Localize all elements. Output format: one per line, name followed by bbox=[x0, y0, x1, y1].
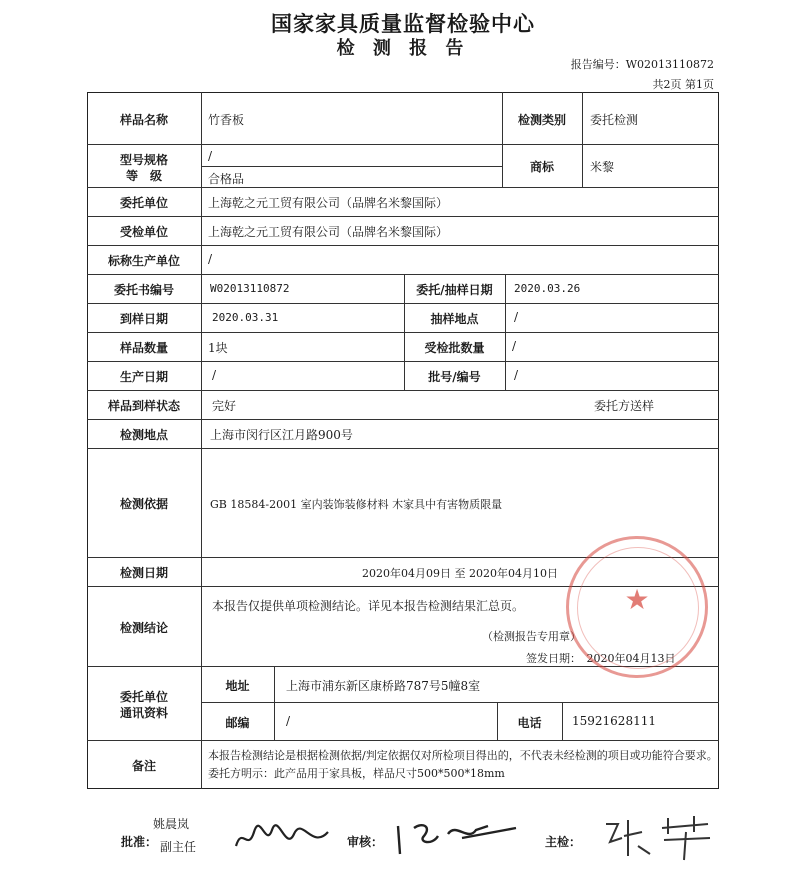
test-basis-label: 检测依据 bbox=[119, 497, 168, 511]
row-line bbox=[87, 390, 719, 391]
sampling-date-label: 委托/抽样日期 bbox=[416, 283, 493, 297]
test-date-label: 检测日期 bbox=[119, 566, 168, 580]
remarks-line1: 本报告检测结论是根据检测依据/判定依据仅对所检项目得出的，不代表未经检测的项目或功能符合要求。 bbox=[208, 749, 718, 762]
approver-title: 副主任 bbox=[160, 840, 197, 854]
sample-qty-value: 1块 bbox=[208, 341, 228, 355]
test-type-value: 委托检测 bbox=[590, 113, 639, 127]
remarks-label: 备注 bbox=[131, 759, 156, 773]
remarks-line2: 委托方明示：此产品用于家具板，样品尺寸500*500*18mm bbox=[208, 767, 505, 780]
issue-date: 签发日期： 2020年04月13日 bbox=[526, 652, 676, 665]
conclusion-label: 检测结论 bbox=[119, 621, 168, 635]
row-line bbox=[201, 702, 719, 703]
row-line bbox=[87, 303, 719, 304]
manufacturer-label: 标称生产单位 bbox=[107, 254, 180, 268]
contact-label-line2: 通讯资料 bbox=[119, 706, 168, 720]
col-line bbox=[582, 92, 583, 187]
arrival-date-label: 到样日期 bbox=[119, 312, 168, 326]
batch-no-label: 批号/编号 bbox=[428, 370, 481, 384]
official-seal bbox=[566, 536, 708, 678]
arrival-state-label: 样品到样状态 bbox=[107, 399, 180, 413]
contract-no-label: 委托书编号 bbox=[113, 283, 174, 297]
test-basis-value: GB 18584-2001 室内装饰装修材料 木家具中有害物质限量 bbox=[210, 498, 503, 511]
model-spec-label: 型号规格 bbox=[119, 153, 168, 167]
batch-qty-value: / bbox=[512, 339, 517, 353]
contact-label-line1: 委托单位 bbox=[119, 690, 168, 704]
zip-label: 邮编 bbox=[225, 716, 250, 730]
col-line bbox=[505, 274, 506, 390]
row-line bbox=[87, 187, 719, 188]
inspected-unit-label: 受检单位 bbox=[119, 225, 168, 239]
address-label: 地址 bbox=[225, 679, 250, 693]
approver-label: 批准： bbox=[121, 835, 158, 849]
row-line bbox=[87, 245, 719, 246]
row-line bbox=[87, 419, 719, 420]
contract-no-value: W02013110872 bbox=[210, 282, 290, 295]
chief-inspector-signature bbox=[598, 812, 718, 862]
row-line bbox=[87, 274, 719, 275]
stamp-note: （检测报告专用章） bbox=[482, 630, 581, 643]
inspected-unit-value: 上海乾之元工贸有限公司（品牌名米黎国际） bbox=[208, 225, 449, 239]
trademark-value: 米黎 bbox=[590, 160, 615, 174]
approver-name: 姚晨岚 bbox=[153, 817, 190, 831]
test-date-value: 2020年04月09日 至 2020年04月10日 bbox=[362, 567, 558, 580]
production-date-value: / bbox=[212, 368, 217, 382]
batch-qty-label: 受检批数量 bbox=[424, 341, 485, 355]
row-line bbox=[87, 144, 719, 145]
test-type-label: 检测类别 bbox=[517, 113, 566, 127]
reviewer-signature bbox=[392, 812, 522, 860]
row-line bbox=[87, 216, 719, 217]
client-label: 委托单位 bbox=[119, 196, 168, 210]
zip-value: / bbox=[286, 714, 291, 728]
report-number: 报告编号：W02013110872 bbox=[570, 58, 714, 71]
row-line bbox=[87, 740, 719, 741]
col-line bbox=[562, 702, 563, 740]
row-line bbox=[201, 166, 502, 167]
production-date-label: 生产日期 bbox=[119, 370, 168, 384]
page-info: 共2页 第1页 bbox=[652, 78, 714, 91]
reviewer-label: 审核： bbox=[347, 835, 384, 849]
conclusion-text: 本报告仅提供单项检测结论。详见本报告检测结果汇总页。 bbox=[212, 599, 525, 613]
sample-name-value: 竹香板 bbox=[208, 113, 245, 127]
sample-name-label: 样品名称 bbox=[119, 113, 168, 127]
test-place-label: 检测地点 bbox=[119, 428, 168, 442]
test-place-value: 上海市闵行区江月路900号 bbox=[210, 428, 353, 442]
approver-signature bbox=[232, 818, 332, 858]
model-spec-value: / bbox=[208, 149, 213, 163]
batch-no-value: / bbox=[514, 368, 519, 382]
arrival-date-value: 2020.03.31 bbox=[212, 311, 279, 324]
col-line bbox=[274, 666, 275, 740]
phone-value: 15921628111 bbox=[572, 714, 656, 728]
row-line bbox=[87, 448, 719, 449]
delivery-method-value: 委托方送样 bbox=[594, 399, 655, 413]
address-value: 上海市浦东新区康桥路787号5幢8室 bbox=[286, 679, 481, 693]
report-subtitle: 检 测 报 告 bbox=[336, 38, 470, 59]
phone-label: 电话 bbox=[517, 716, 542, 730]
grade-value: 合格品 bbox=[208, 172, 245, 186]
chief-inspector-label: 主检： bbox=[545, 835, 582, 849]
trademark-label: 商标 bbox=[529, 160, 554, 174]
sampling-place-label: 抽样地点 bbox=[430, 312, 479, 326]
row-line bbox=[87, 332, 719, 333]
report-title: 国家家具质量监督检验中心 bbox=[271, 12, 535, 36]
manufacturer-value: / bbox=[208, 252, 213, 266]
sampling-date-value: 2020.03.26 bbox=[514, 282, 581, 295]
sample-qty-label: 样品数量 bbox=[119, 341, 168, 355]
sampling-place-value: / bbox=[514, 310, 519, 324]
arrival-state-value: 完好 bbox=[212, 399, 237, 413]
star-icon: ★ bbox=[624, 583, 650, 616]
row-line bbox=[87, 361, 719, 362]
grade-label: 等 级 bbox=[125, 169, 162, 183]
client-value: 上海乾之元工贸有限公司（品牌名米黎国际） bbox=[208, 196, 449, 210]
